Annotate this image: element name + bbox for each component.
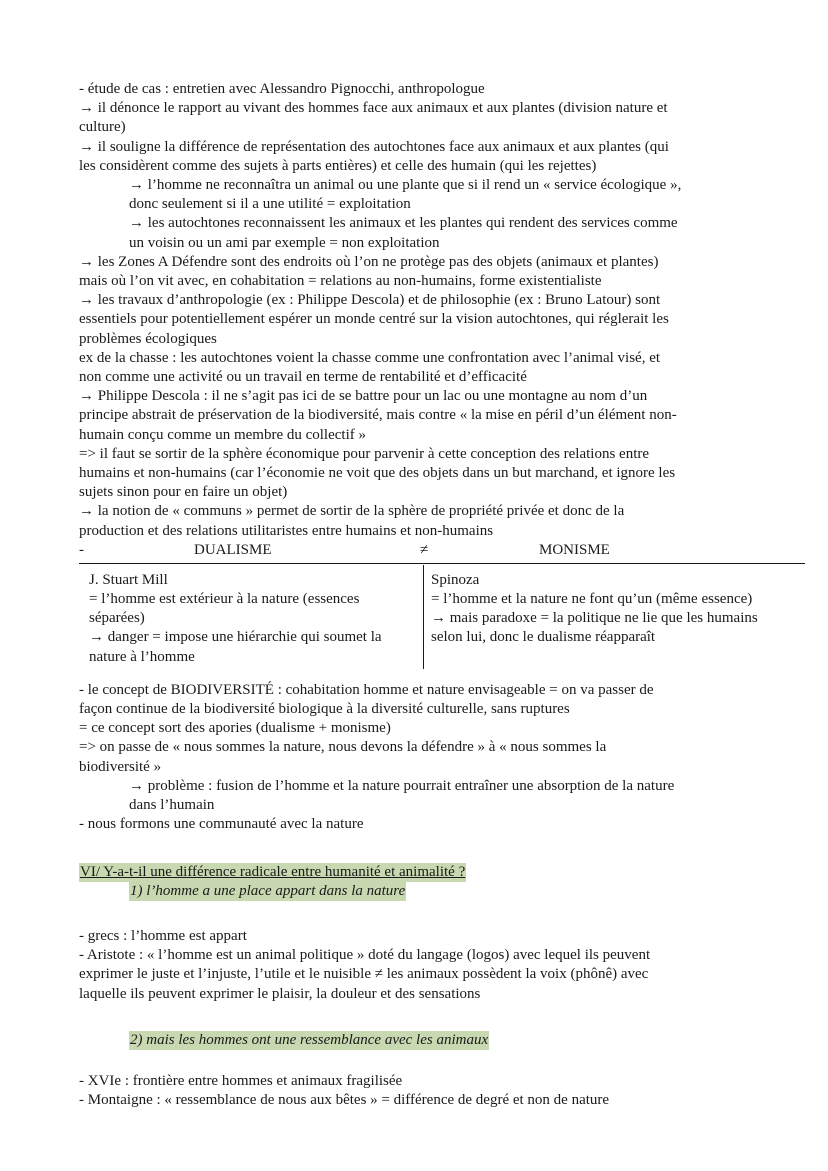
- cell-line: = l’homme et la nature ne font qu’un (même essence): [431, 591, 753, 608]
- dualism-column: [89, 571, 424, 667]
- indented-line: → les autochtones reconnaissent les animaux et les plantes qui rendent des services comme: [129, 215, 678, 232]
- text-line: non comme une activité ou un travail en terme de rentabilité et d’efficacité: [79, 369, 527, 386]
- text-line: exprimer le juste et l’injuste, l’utile et le nuisible ≠ les animaux possèdent la voix (phônê) avec: [79, 966, 649, 983]
- text-line: laquelle ils peuvent exprimer le plaisir, la douleur et des sensations: [79, 985, 481, 1002]
- subsection-title-1: 1) l’homme a une place appart dans la nature: [129, 882, 406, 901]
- text-line: → il dénonce le rapport au vivant des hommes face aux animaux et aux plantes (division nature et: [79, 100, 668, 117]
- comparison-table: [79, 565, 759, 681]
- cell-line: = l’homme est extérieur à la nature (essences: [89, 591, 360, 608]
- indented-line: → problème : fusion de l’homme et la nature pourrait entraîner une absorption de la nature: [129, 777, 675, 794]
- text-line: → les travaux d’anthropologie (ex : Philippe Descola) et de philosophie (ex : Bruno Latour) sont: [79, 292, 661, 309]
- text-line: = ce concept sort des apories (dualisme + monisme): [79, 720, 391, 737]
- text-line: façon continue de la biodiversité biologique à la diversité culturelle, sans ruptures: [79, 701, 570, 718]
- text-line: → la notion de « communs » permet de sortir de la sphère de propriété privée et donc de la: [79, 503, 625, 520]
- subsection-heading: [79, 1031, 759, 1050]
- cell-line: Spinoza: [431, 571, 480, 588]
- indented-line: dans l’humain: [129, 797, 215, 814]
- text-line: → il souligne la différence de représentation des autochtones face aux animaux et aux plantes (qui: [79, 138, 669, 155]
- text-line: → les Zones A Défendre sont des endroits où l’on ne protège pas des objets (animaux et plantes): [79, 253, 659, 270]
- text-line: les considèrent comme des sujets à parts entières) et celle des humain (qui les rejettes): [79, 157, 597, 174]
- text-line: sujets sinon pour en faire un objet): [79, 484, 288, 501]
- document-page: [79, 80, 759, 1110]
- text-line: => on passe de « nous sommes la nature, nous devons la défendre » à « nous sommes la: [79, 739, 607, 756]
- text-line: - nous formons une communauté avec la nature: [79, 816, 364, 833]
- cell-line: nature à l’homme: [89, 648, 195, 665]
- text-line: - Montaigne : « ressemblance de nous aux bêtes » = différence de degré et non de nature: [79, 1092, 610, 1109]
- text-line: humain conçu comme un membre du collectif »: [79, 426, 366, 443]
- cell-line: séparées): [89, 610, 145, 627]
- subsection-title-2: 2) mais les hommes ont une ressemblance avec les animaux: [129, 1031, 489, 1050]
- not-equal-symbol: ≠: [420, 541, 429, 558]
- indented-line: → l’homme ne reconnaîtra un animal ou une plante que si il rend un « service écologique »,: [129, 177, 682, 194]
- text-line: essentiels pour potentiellement espérer un monde centré sur la vision autochtones, qui réglerait les: [79, 311, 669, 328]
- text-line: => il faut se sortir de la sphère économique pour parvenir à cette conception des relations entre: [79, 445, 650, 462]
- section-heading: [79, 863, 759, 882]
- text-line: - le concept de BIODIVERSITÉ : cohabitation homme et nature envisageable = on va passer de: [79, 681, 654, 698]
- section-title: VI/ Y-a-t-il une différence radicale entre humanité et animalité ?: [79, 863, 466, 882]
- text-line: ex de la chasse : les autochtones voient la chasse comme une confrontation avec l’animal visé, et: [79, 349, 661, 366]
- comparison-header: [79, 541, 759, 563]
- text-line: - étude de cas : entretien avec Alessandro Pignocchi, anthropologue: [79, 81, 485, 97]
- text-line: - XVIe : frontière entre hommes et animaux fragilisée: [79, 1072, 403, 1089]
- cell-line: selon lui, donc le dualisme réapparaît: [431, 629, 656, 646]
- indented-line: un voisin ou un ami par exemple = non exploitation: [129, 234, 440, 251]
- cell-line: J. Stuart Mill: [89, 571, 168, 588]
- indented-line: donc seulement si il a une utilité = exploitation: [129, 196, 411, 213]
- monism-column: [431, 571, 801, 648]
- subsection-heading: [79, 882, 759, 901]
- text-line: principe abstrait de préservation de la biodiversité, mais contre « la mise en péril d’un élément non-: [79, 407, 677, 424]
- text-line: production et des relations utilitaristes entre humains et non-humains: [79, 522, 494, 539]
- text-line: - Aristote : « l’homme est un animal politique » doté du langage (logos) avec lequel ils peuvent: [79, 947, 651, 964]
- text-line: → Philippe Descola : il ne s’agit pas ici de se battre pour un lac ou une montagne au nom d’un: [79, 388, 648, 405]
- monism-title: MONISME: [539, 541, 610, 558]
- dualism-title: DUALISME: [194, 541, 272, 558]
- text-line: culture): [79, 119, 126, 136]
- text-line: mais où l’on vit avec, en cohabitation = relations au non-humains, forme existentialiste: [79, 273, 602, 290]
- cell-line: → mais paradoxe = la politique ne lie que les humains: [431, 610, 758, 627]
- text-line: - grecs : l’homme est appart: [79, 927, 247, 944]
- text-line: problèmes écologiques: [79, 330, 217, 347]
- text-line: biodiversité »: [79, 758, 162, 775]
- header-rule: [79, 563, 805, 564]
- comparison-dash: -: [79, 541, 84, 558]
- text-line: humains et non-humains (car l’économie ne voit que des objets dans un but marchand, et ignore les: [79, 465, 676, 482]
- cell-line: → danger = impose une hiérarchie qui soumet la: [89, 629, 382, 646]
